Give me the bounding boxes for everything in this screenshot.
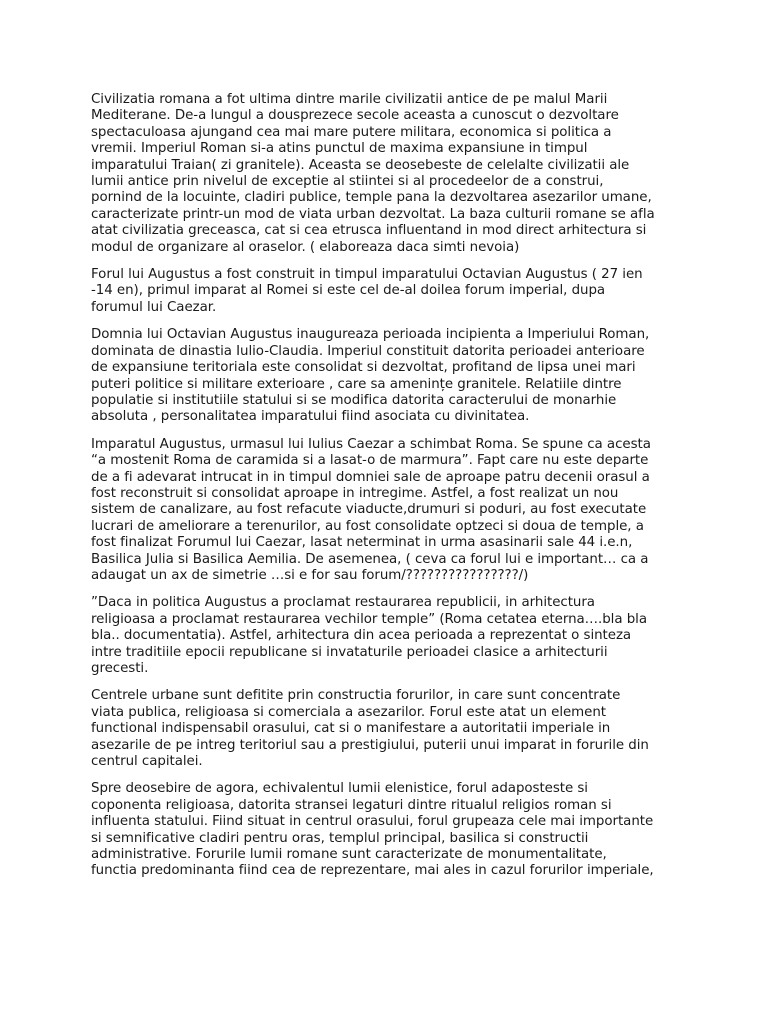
paragraph-agora: Spre deosebire de agora, echivalentul lumii elenistice, forul adaposteste si coponenta religioasa, datorita stransei legaturi dintre ritualul religios roman si influenta statului. Fiind situat in centrul orasului, forul grupeaza cele mai importante si semnificative cladiri pentru oras, templul principal, basilica si constructii administrative. Forurile lumii romane sunt caracterizate de monumentalitate, functia predominanta fiind cea de reprezentare, mai ales in cazul forurilor imperiale, (91, 781, 654, 879)
paragraph-reign: Domnia lui Octavian Augustus inaugureaza perioada incipienta a Imperiului Roman, dominata de dinastia Iulio-Claudia. Imperiul constituit datorita perioadei anterioare de expansiune teritoriala este consolidat si dezvoltat, profitand de lipsa unei mari puteri politice si militare exterioare , care sa amenințe granitele. Relatiile dintre populatie si institutiile statului si se modifica datorita caracterului de monarhie absoluta , personalitatea imparatului fiind asociata cu divinitatea. (91, 327, 650, 425)
paragraph-intro: Civilizatia romana a fot ultima dintre marile civilizatii antice de pe malul Marii Mediterane. De-a lungul a dousprezece secole aceasta a cunoscut o dezvoltare spectaculoasa ajungand cea mai mare putere militara, economica si politica a vremii. Imperiul Roman si-a atins punctul de maxima expansiune in timpul imparatului Traian( zi granitele). Aceasta se deosebeste de celelalte civilizatii ale lumii antice prin nivelul de exceptie al stiintei si al procedeelor de a construi, pornind de la locuinte, cladiri publice, temple pana la dezvoltarea asezarilor umane, caracterizate printr-un mod de viata urban dezvoltat. La baza culturii romane se afla atat civilizatia greceasca, cat si cea etrusca influentand in mod direct arhitectura si modul de organizare al oraselor. ( elaboreaza daca simti nevoia) (91, 92, 655, 255)
paragraph-urban-centers: Centrele urbane sunt defitite prin constructia forurilor, in care sunt concentrate viata publica, religioasa si comerciala a asezarilor. Forul este atat un element functional indispensabil orasului, cat si o manifestare a autoritatii imperiale in asezarile de pe intreg teritoriul sau a prestigiului, puterii unui imparat in forurile din centrul capitalei. (91, 688, 649, 770)
document-page (91, 92, 681, 891)
paragraph-forum-augustus: Forul lui Augustus a fost construit in timpul imparatului Octavian Augustus ( 27 ien -14 en), primul imparat al Romei si este cel de-al doilea forum imperial, dupa forumul lui Caezar. (91, 267, 643, 315)
paragraph-rebuilding: Imparatul Augustus, urmasul lui Iulius Caezar a schimbat Roma. Se spune ca acesta “a mostenit Roma de caramida si a lasat-o de marmura”. Fapt care nu este departe de a fi adevarat intrucat in in timpul domniei sale de aproape patru decenii orasul a fost reconstruit si consolidat aproape in intregime. Astfel, a fost realizat un nou sistem de canalizare, au fost refacute viaducte,drumuri si poduri, au fost executate lucrari de ameliorare a terenurilor, au fost consolidate optzeci si doua de temple, a fost finalizat Forumul lui Caezar, lasat neterminat in urma asasinarii sale 44 i.e.n, Basilica Julia si Basilica Aemilia. De asemenea, ( ceva ca forul lui e important… ca a adaugat un ax de simetrie …si e for sau forum/????????????????/) (91, 436, 651, 583)
paragraph-restoration: ”Daca in politica Augustus a proclamat restaurarea republicii, in arhitectura religioasa a proclamat restaurarea vechilor temple” (Roma cetatea eterna….bla bla bla.. documentatia). Astfel, arhitectura din acea perioada a reprezentat o sinteza intre traditiile epocii republicane si invataturile perioadei clasice a arhitecturii grecesti. (91, 595, 647, 676)
